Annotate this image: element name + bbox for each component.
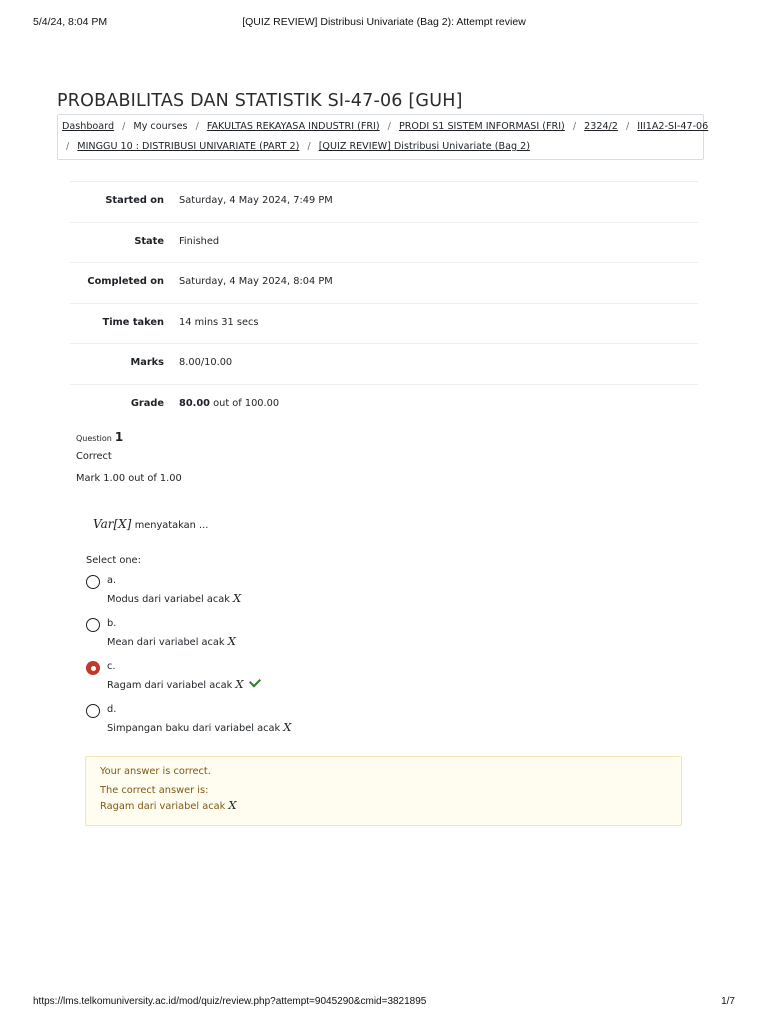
option-variable: X [235, 677, 244, 691]
summary-label: Marks [130, 357, 164, 368]
question-prompt: menyatakan ... [134, 520, 209, 531]
select-one-prompt: Select one: [86, 555, 141, 566]
question-mark: Mark 1.00 out of 1.00 [76, 473, 182, 484]
summary-value: 14 mins 31 secs [179, 316, 259, 328]
option-variable: X [283, 720, 292, 734]
breadcrumb-faculty[interactable]: FAKULTAS REKAYASA INDUSTRI (FRI) [206, 121, 380, 132]
summary-row-grade [70, 385, 698, 425]
summary-value [179, 398, 279, 409]
answer-option-b[interactable] [86, 617, 506, 653]
breadcrumb-separator: / [625, 121, 630, 132]
radio-button-selected[interactable] [86, 661, 100, 675]
question-state: Correct [76, 451, 112, 462]
summary-row-time-taken [70, 304, 698, 345]
summary-label: Completed on [87, 276, 164, 287]
print-page-number: 1/7 [721, 996, 735, 1007]
breadcrumb-week[interactable]: MINGGU 10 : DISTRIBUSI UNIVARIATE (PART 2) [77, 141, 300, 152]
print-header [33, 16, 735, 30]
summary-value: 8.00/10.00 [179, 357, 233, 368]
print-datetime: 5/4/24, 8:04 PM [33, 16, 108, 28]
summary-row-started-on [70, 182, 698, 223]
summary-label: Grade [130, 397, 164, 409]
feedback-result: Your answer is correct. [100, 766, 211, 777]
summary-row-completed-on [70, 263, 698, 304]
radio-button[interactable] [86, 618, 100, 632]
print-page-title: [QUIZ REVIEW] Distribusi Univariate (Bag 2): Attempt review [242, 16, 526, 28]
summary-row-marks [70, 344, 698, 385]
summary-label: State [134, 235, 164, 247]
breadcrumb-quiz[interactable]: [QUIZ REVIEW] Distribusi Univariate (Bag 2) [318, 141, 530, 152]
feedback-box [85, 756, 682, 826]
option-text: Modus dari variabel acak X [107, 591, 242, 605]
question-number [76, 430, 123, 444]
feedback-correct-answer: Ragam dari variabel acak X [100, 798, 237, 812]
breadcrumb-separator: / [387, 121, 391, 132]
answer-option-c[interactable] [86, 660, 506, 696]
print-url: https://lms.telkomuniversity.ac.id/mod/quiz/review.php?attempt=9045290&cmid=3821895 [33, 996, 427, 1007]
radio-button[interactable] [86, 704, 100, 718]
option-variable: X [233, 591, 242, 605]
attempt-summary-table [70, 181, 698, 424]
question-num: 1 [114, 430, 124, 444]
summary-label: Time taken [102, 316, 164, 328]
grade-score: 80.00 [179, 397, 210, 409]
summary-label: Started on [105, 195, 164, 206]
option-letter: b. [107, 618, 117, 629]
print-footer [33, 996, 735, 1010]
summary-row-state [70, 223, 698, 264]
summary-value: Saturday, 4 May 2024, 8:04 PM [179, 276, 333, 287]
answer-option-a[interactable] [86, 574, 506, 610]
option-text: Ragam dari variabel acak X [107, 677, 260, 691]
breadcrumb-term[interactable]: 2324/2 [584, 121, 618, 132]
breadcrumb-separator: / [66, 141, 70, 152]
course-title: PROBABILITAS DAN STATISTIK SI-47-06 [GUH] [57, 91, 463, 111]
option-variable: X [227, 634, 236, 648]
radio-button[interactable] [86, 575, 100, 589]
option-letter: d. [107, 704, 117, 715]
option-text: Mean dari variabel acak X [107, 634, 236, 648]
question-math: Var[X] [93, 517, 132, 531]
breadcrumb-course[interactable]: III1A2-SI-47-06 [637, 121, 709, 132]
option-text: Simpangan baku dari variabel acak X [107, 720, 292, 734]
breadcrumb-separator: / [122, 121, 126, 132]
breadcrumb-separator: / [307, 141, 311, 152]
breadcrumb-dashboard[interactable]: Dashboard [62, 121, 115, 132]
feedback-variable: X [228, 798, 237, 812]
question-text [93, 517, 208, 531]
option-letter: a. [107, 575, 117, 586]
breadcrumb [57, 114, 709, 160]
question-word: Question [76, 434, 112, 443]
breadcrumb-separator: / [572, 121, 577, 132]
option-letter: c. [107, 661, 116, 672]
summary-value: Finished [179, 235, 220, 247]
feedback-correct-label: The correct answer is: [100, 785, 209, 796]
breadcrumb-my-courses: My courses [133, 121, 188, 132]
breadcrumb-program[interactable]: PRODI S1 SISTEM INFORMASI (FRI) [398, 121, 565, 132]
answer-option-d[interactable] [86, 703, 506, 739]
breadcrumb-separator: / [195, 121, 199, 132]
correct-check-icon [249, 675, 261, 687]
summary-value: Saturday, 4 May 2024, 7:49 PM [179, 195, 333, 206]
grade-out-of: out of 100.00 [213, 397, 280, 409]
